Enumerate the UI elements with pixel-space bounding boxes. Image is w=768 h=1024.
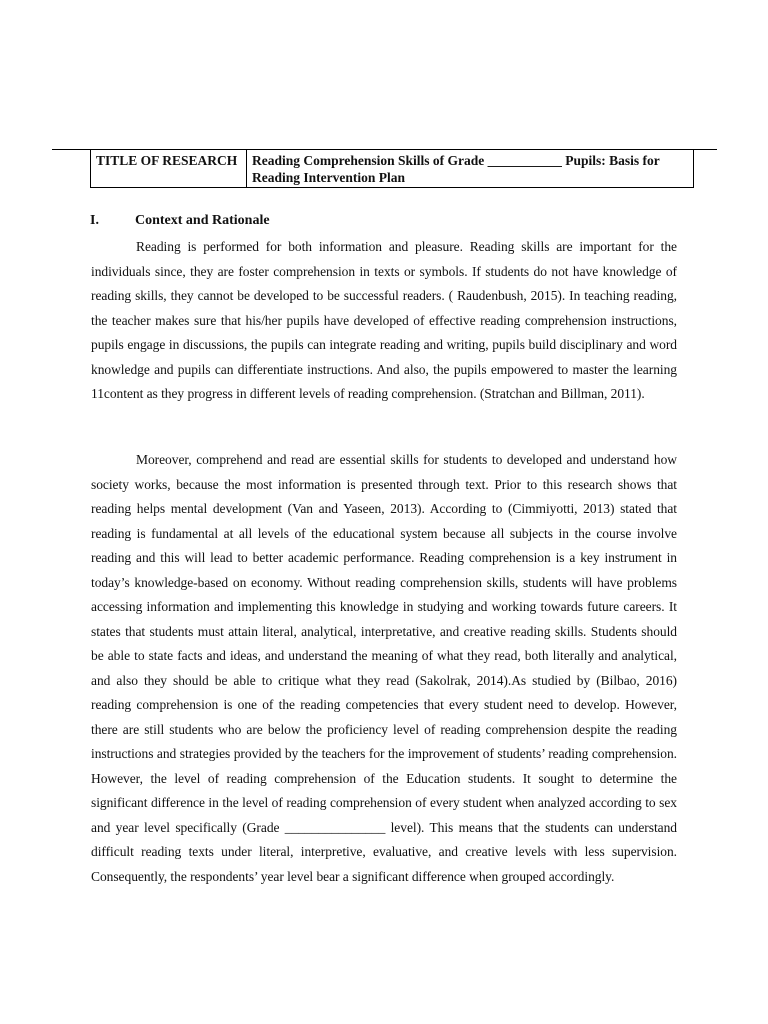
paragraph: Moreover, comprehend and read are essential skills for students to developed and understand how society works, because the most information is presented through text. Prior to this research shows that reading helps mental development (Van and Yaseen, 2013). According to (Cimmiyotti, 2013) stated that reading is fundamental at all levels of the educational system because all subjects in the course involve reading and this will lead to better academic performance. Reading comprehension is a key instrument in today’s knowledge-based on economy. Without reading comprehension skills, students will have problems accessing information and implementing this knowledge in studying and working towards future careers. It states that students must attain literal, analytical, interpretative, and creative reading skills. Students should be able to state facts and ideas, and understand the meaning of what they read, both literally and analytical, and also they should be able to critique what they read (Sakolrak, 2014).As studied by (Bilbao, 2016) reading comprehension is one of the reading competencies that every student need to develop. However, there are still students who are below the proficiency level of reading comprehension despite the reading instructions and strategies provided by the teachers for the improvement of students’ reading comprehension. However, the level of reading comprehension of the Education students. It sought to determine the significant difference in the level of reading comprehension of every student when analyzed according to sex and year level specifically (Grade _______________ level). This means that the students can understand difficult reading texts under literal, interpretive, evaluative, and creative levels with less supervision. Consequently, the respondents’ year level bear a significant difference when grouped accordingly. bbox=[91, 452, 677, 884]
section-heading bbox=[90, 212, 270, 230]
section-title: Context and Rationale bbox=[135, 213, 270, 228]
paragraph: Reading is performed for both information and pleasure. Reading skills are important for the individuals since, they are foster comprehension in texts or symbols. If students do not have knowledge of reading skills, they cannot be developed to be successful readers. ( Raudenbush, 2015). In teaching reading, the teacher makes sure that his/her pupils have developed of effective reading comprehension instructions, pupils engage in discussions, the pupils can integrate reading and writing, pupils build disciplinary and word knowledge and pupils can differentiate instructions. And also, the pupils empowered to master the learning 11content as they progress in different levels of reading comprehension. (Stratchan and Billman, 2011). bbox=[91, 239, 677, 401]
title-label: TITLE OF RESEARCH bbox=[91, 150, 247, 188]
section-number: I. bbox=[90, 213, 99, 228]
title-table bbox=[90, 149, 694, 188]
research-title: Reading Comprehension Skills of Grade ___________ Pupils: Basis for Reading Intervention Plan bbox=[247, 150, 694, 188]
title-row bbox=[91, 150, 694, 188]
